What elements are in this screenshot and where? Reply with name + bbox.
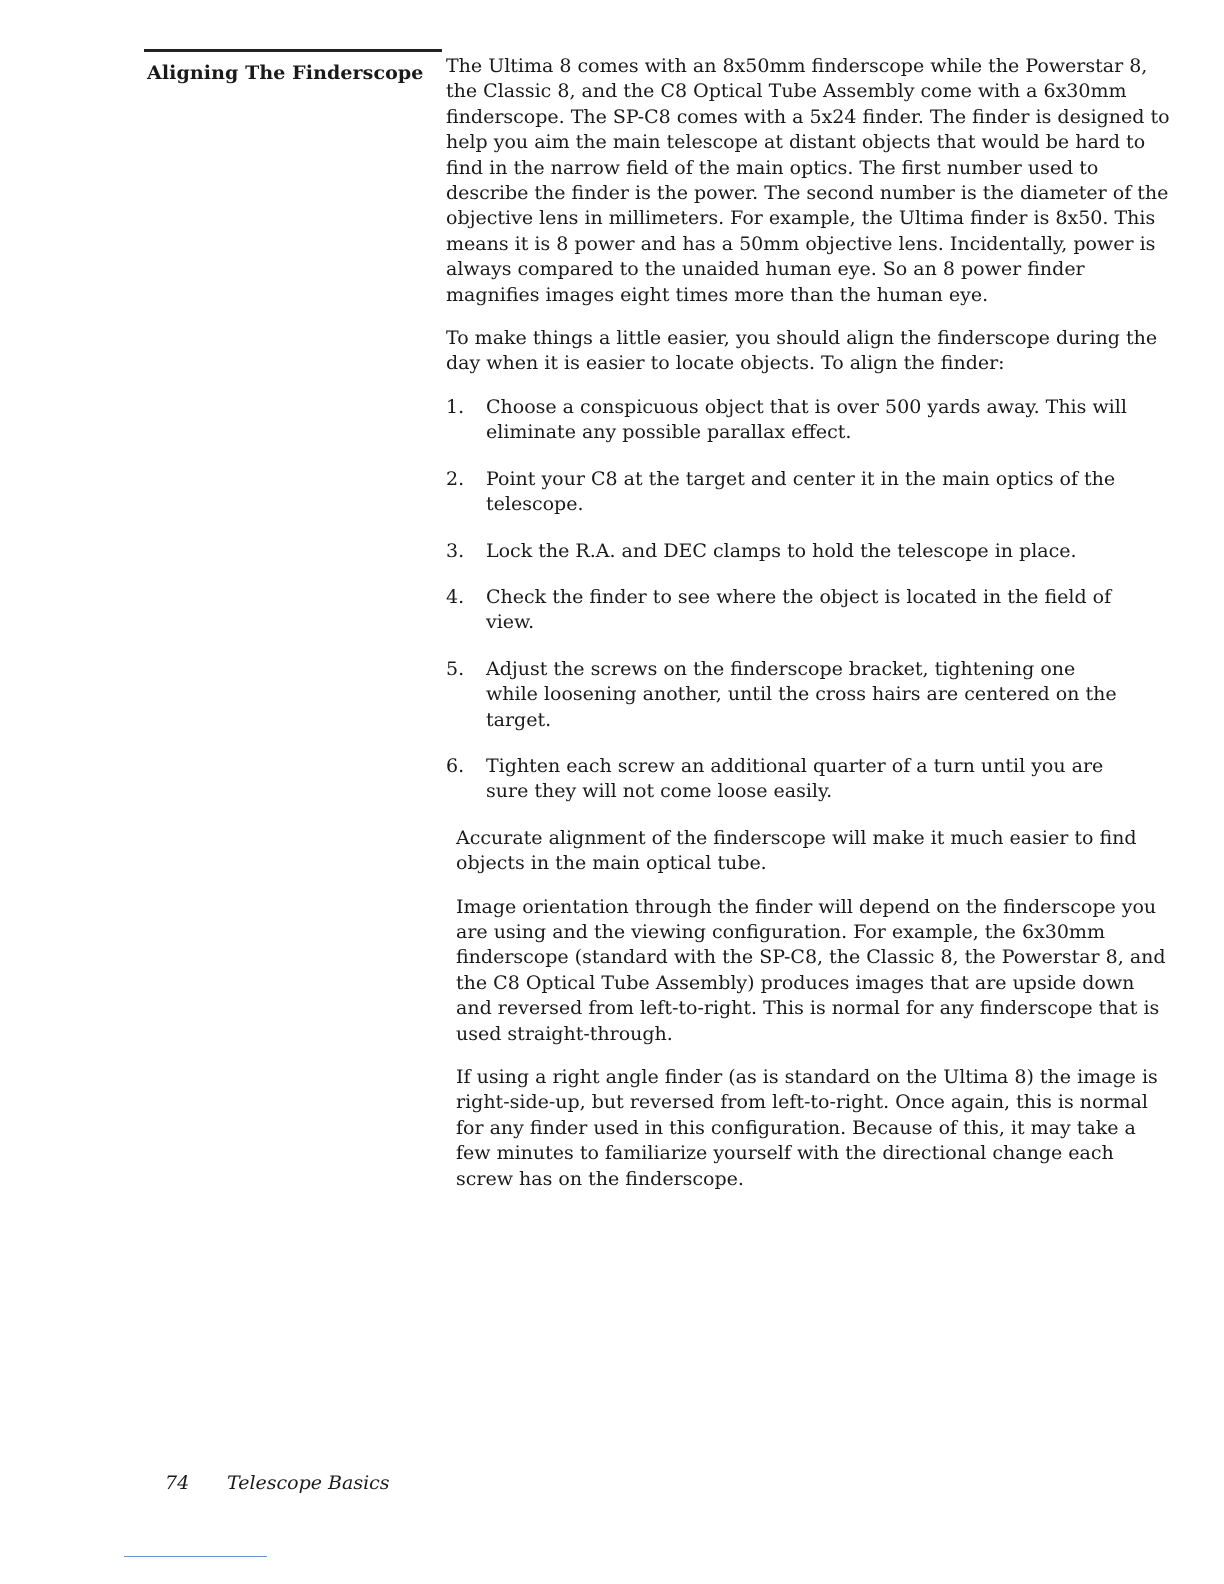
step-number: 5. <box>446 657 465 680</box>
step-text: Check the finder to see where the object is located in the field of view. <box>486 585 1112 634</box>
section-heading: Aligning The Finderscope <box>147 62 424 84</box>
step-item <box>446 754 1170 805</box>
paragraph-orientation: Image orientation through the finder will depend on the finderscope you are using and the viewing configuration. For example, the 6x30mm finderscope (standard with the SP-C8, the Classic 8, the Powerstar 8, and the C8 Optical Tube Assembly) produces images that are upside down and reversed from left-to-right. This is normal for any finderscope that is used straight-through. <box>456 895 1166 1045</box>
step-number: 3. <box>446 539 465 562</box>
step-number: 6. <box>446 754 465 777</box>
book-title: Telescope Basics <box>227 1472 390 1494</box>
body-text <box>446 54 1170 1210</box>
step-text: Lock the R.A. and DEC clamps to hold the telescope in place. <box>486 539 1077 562</box>
section-rule <box>144 49 442 52</box>
step-text: Adjust the screws on the finderscope bracket, tightening one while loosening another, until the cross hairs are centered on the target. <box>486 657 1117 731</box>
paragraph-intro: The Ultima 8 comes with an 8x50mm finderscope while the Powerstar 8, the Classic 8, and the C8 Optical Tube Assembly come with a 6x30mm finderscope. The SP-C8 comes with a 5x24 finder. The finder is designed to help you aim the main telescope at distant objects that would be hard to find in the narrow field of the main optics. The first number used to describe the finder is the power. The second number is the diameter of the objective lens in millimeters. For example, the Ultima finder is 8x50. This means it is 8 power and has a 50mm objective lens. Incidentally, power is always compared to the unaided human eye. So an 8 power finder magnifies images eight times more than the human eye. <box>446 55 1170 306</box>
step-item <box>446 395 1170 446</box>
step-number: 2. <box>446 467 465 490</box>
step-text: Tighten each screw an additional quarter of a turn until you are sure they will not come loose easily. <box>486 754 1104 803</box>
step-item <box>446 467 1170 518</box>
step-number: 4. <box>446 585 465 608</box>
paragraph-accuracy: Accurate alignment of the finderscope will make it much easier to find objects in the main optical tube. <box>456 826 1137 875</box>
step-item <box>446 585 1170 636</box>
alignment-steps <box>446 395 1170 805</box>
step-number: 1. <box>446 395 465 418</box>
page-footer <box>165 1472 390 1494</box>
step-text: Point your C8 at the target and center it in the main optics of the telescope. <box>486 467 1116 516</box>
step-item <box>446 539 1170 564</box>
step-text: Choose a conspicuous object that is over 500 yards away. This will eliminate any possible parallax effect. <box>486 395 1127 444</box>
bottom-rule <box>124 1556 267 1557</box>
paragraph-align-intro: To make things a little easier, you should align the finderscope during the day when it is easier to locate objects. To align the finder: <box>446 327 1158 375</box>
step-item <box>446 657 1170 733</box>
paragraph-right-angle: If using a right angle finder (as is standard on the Ultima 8) the image is right-side-up, but reversed from left-to-right. Once again, this is normal for any finder used in this configuration. Because of this, it may take a few minutes to familiarize yourself with the directional change each screw has on the finderscope. <box>456 1066 1158 1190</box>
page-number: 74 <box>165 1472 190 1494</box>
